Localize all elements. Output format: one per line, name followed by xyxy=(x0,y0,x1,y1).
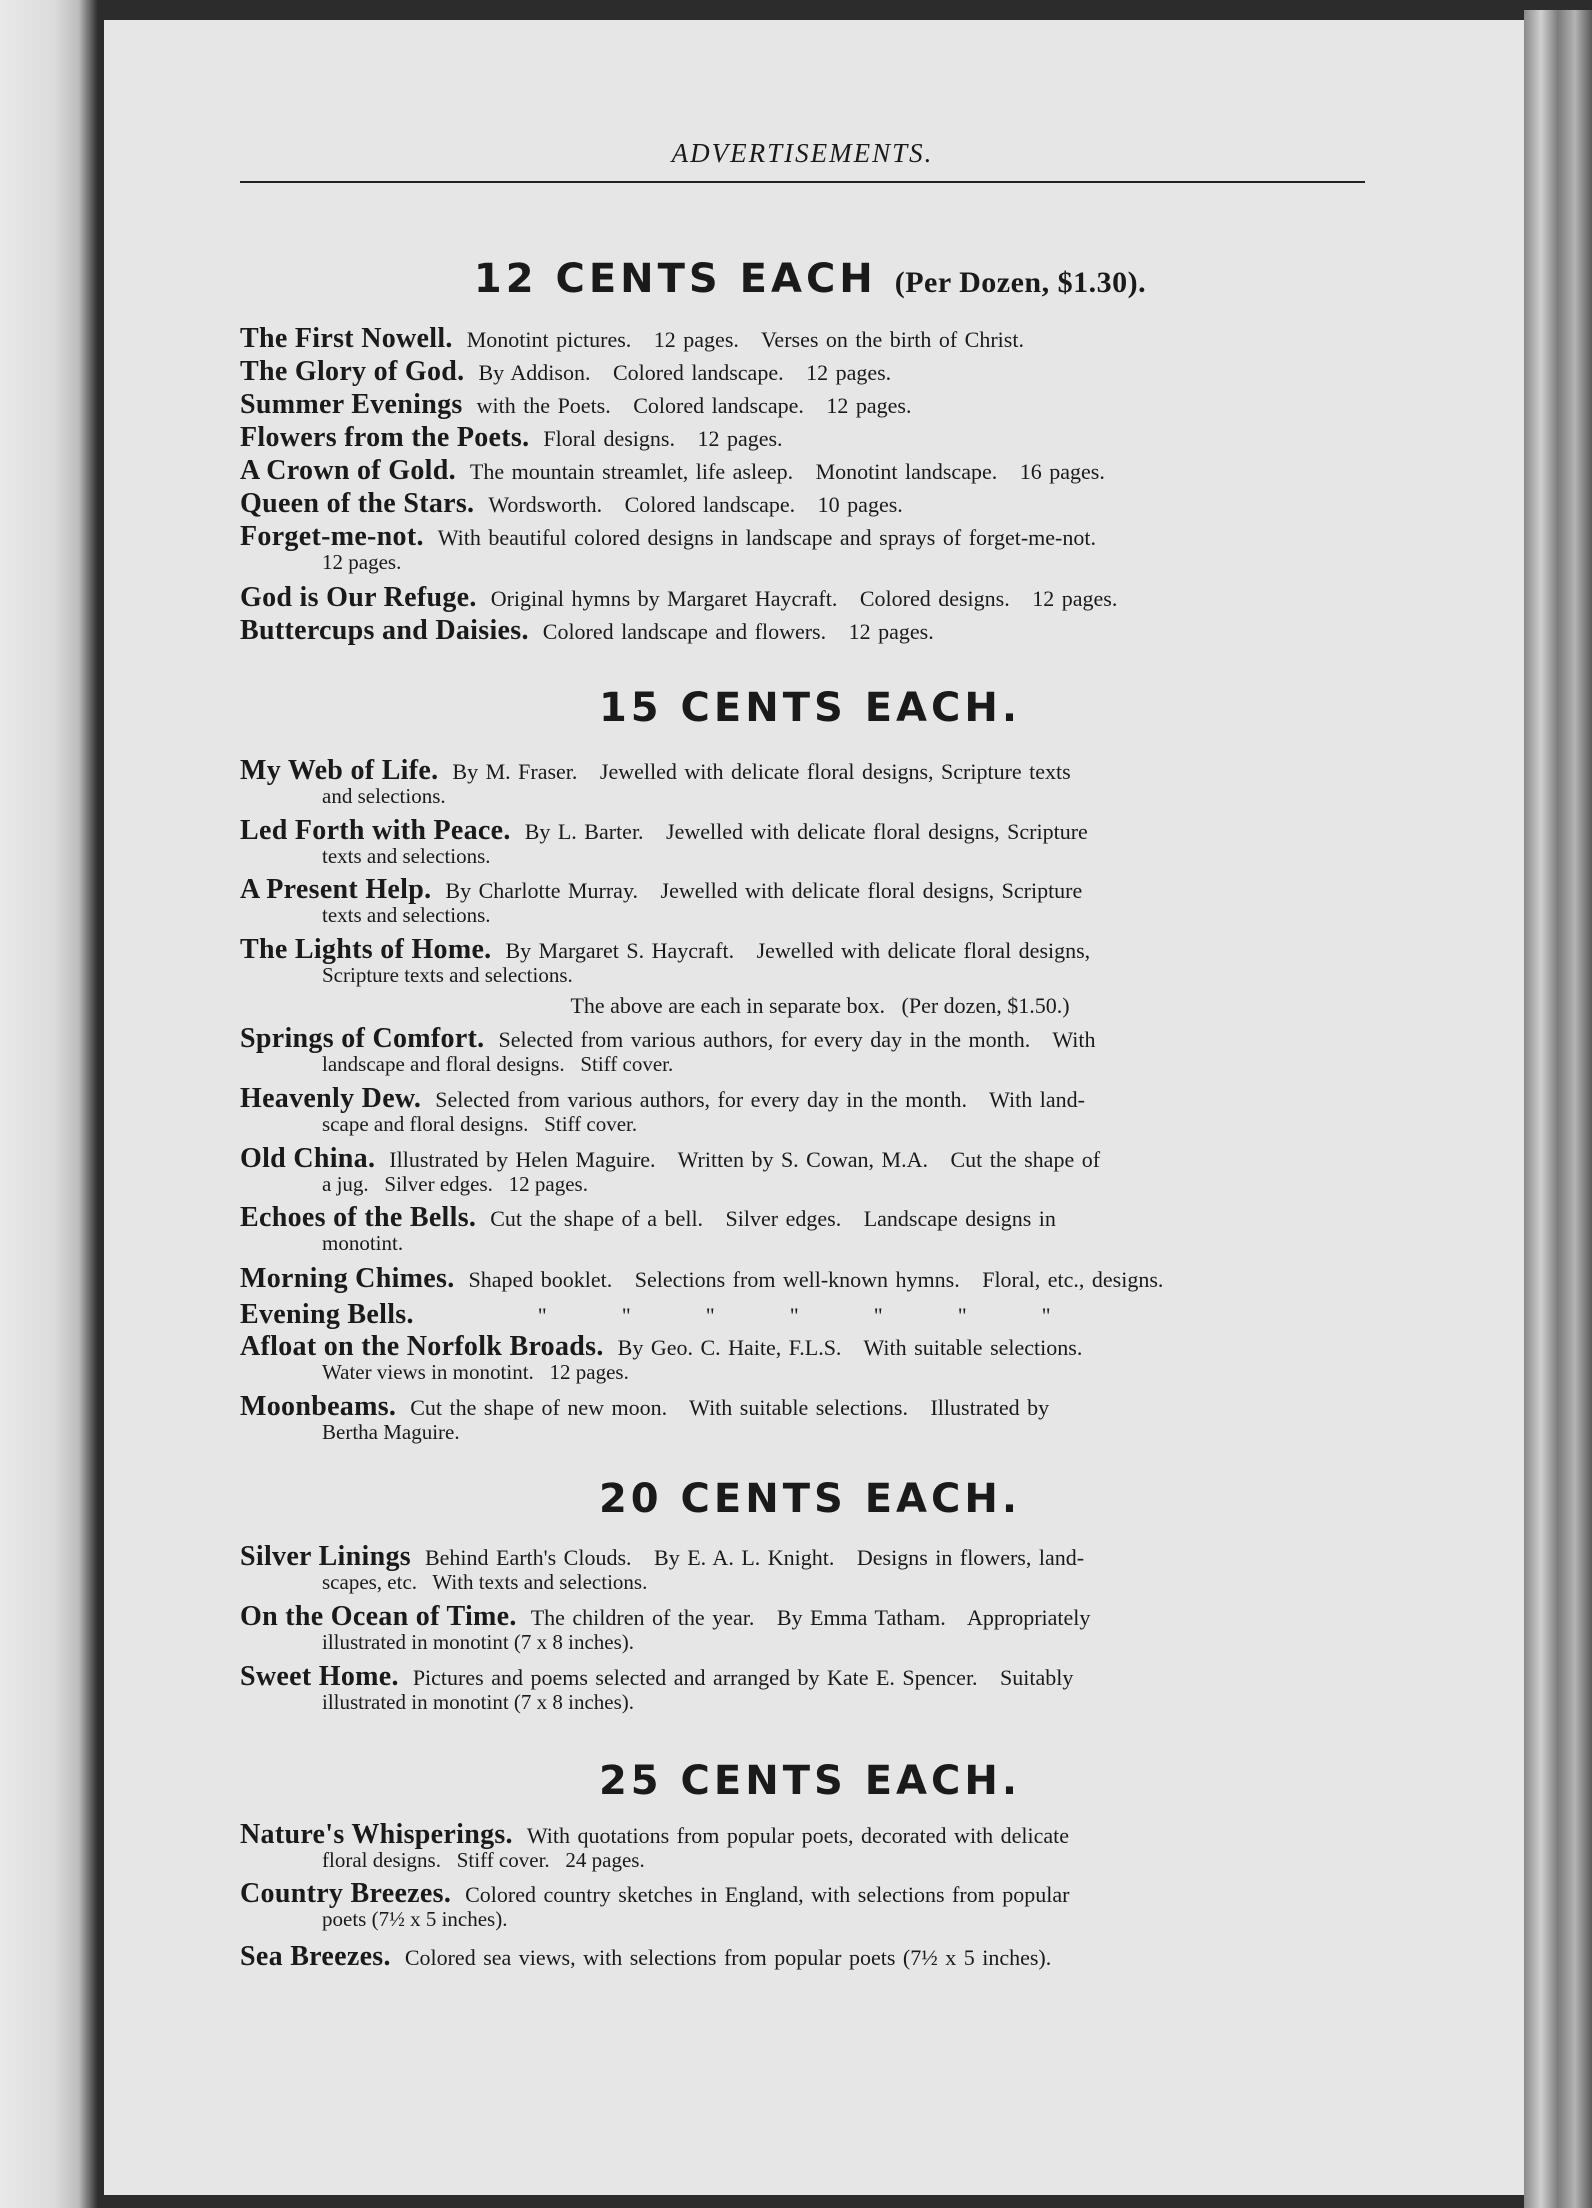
item-continuation: scapes, etc. With texts and selections. xyxy=(322,1570,648,1594)
list-item xyxy=(240,1941,1400,1972)
item-title: On the Ocean of Time. xyxy=(240,1601,517,1632)
item-description: Wordsworth. Colored landscape. 10 pages. xyxy=(488,492,903,517)
item-title: Old China. xyxy=(240,1143,376,1174)
section-title-25-cents xyxy=(230,1758,1390,1804)
item-title: Nature's Whisperings. xyxy=(240,1819,513,1850)
item-description: Original hymns by Margaret Haycraft. Colored designs. 12 pages. xyxy=(490,586,1118,611)
list-item xyxy=(240,488,1400,519)
item-continuation: texts and selections. xyxy=(322,903,491,927)
list-item xyxy=(240,1819,1400,1872)
section-title-15-cents xyxy=(230,685,1390,731)
item-description: The mountain streamlet, life asleep. Monotint landscape. 16 pages. xyxy=(469,459,1105,484)
item-continuation: monotint. xyxy=(322,1231,404,1255)
item-title: Queen of the Stars. xyxy=(240,488,475,519)
item-continuation: Bertha Maguire. xyxy=(322,1420,460,1444)
section-price-note: (Per Dozen, $1.30). xyxy=(894,266,1147,299)
item-title: Forget-me-not. xyxy=(240,521,424,552)
list-item xyxy=(240,582,1400,613)
item-description: Selected from various authors, for every day in the month. With xyxy=(498,1027,1096,1052)
item-description: Selected from various authors, for every day in the month. With land- xyxy=(435,1087,1085,1112)
item-title: Moonbeams. xyxy=(240,1391,397,1422)
item-title: Heavenly Dew. xyxy=(240,1083,422,1114)
item-description: Illustrated by Helen Maguire. Written by S. Cowan, M.A. Cut the shape of xyxy=(389,1147,1101,1172)
item-description: Cut the shape of a bell. Silver edges. Landscape designs in xyxy=(490,1206,1056,1231)
section-title-20-cents xyxy=(230,1476,1390,1522)
item-description: By Addison. Colored landscape. 12 pages. xyxy=(478,360,892,385)
item-continuation: and selections. xyxy=(322,784,446,808)
item-continuation: scape and floral designs. Stiff cover. xyxy=(322,1112,638,1136)
item-title: The First Nowell. xyxy=(240,323,453,354)
item-continuation: landscape and floral designs. Stiff cover. xyxy=(322,1052,674,1076)
item-continuation: floral designs. Stiff cover. 24 pages. xyxy=(322,1848,645,1872)
running-head: ADVERTISEMENTS. xyxy=(671,138,934,168)
list-item xyxy=(240,1023,1400,1076)
list-item xyxy=(240,1202,1400,1255)
item-title: Sweet Home. xyxy=(240,1661,399,1692)
item-continuation: illustrated in monotint (7 x 8 inches). xyxy=(322,1690,635,1714)
item-description: Colored landscape and flowers. 12 pages. xyxy=(542,619,934,644)
item-title: Sea Breezes. xyxy=(240,1941,391,1972)
item-continuation: illustrated in monotint (7 x 8 inches). xyxy=(322,1630,635,1654)
list-item xyxy=(240,1083,1400,1136)
item-description: Shaped booklet. Selections from well-known hymns. Floral, etc., designs. xyxy=(468,1267,1164,1292)
item-title: The Glory of God. xyxy=(240,356,465,387)
item-description: By Margaret S. Haycraft. Jewelled with delicate floral designs, xyxy=(505,938,1091,963)
item-description: By Geo. C. Haite, F.L.S. With suitable selections. xyxy=(617,1335,1083,1360)
item-title: Summer Evenings xyxy=(240,389,463,420)
list-item xyxy=(240,1143,1400,1196)
list-item xyxy=(240,934,1400,987)
item-description: " " " " " " " xyxy=(537,1303,1051,1328)
item-title: Evening Bells. xyxy=(240,1299,414,1330)
section-title-text: 12 CENTS EACH xyxy=(473,256,877,302)
header-rule xyxy=(240,181,1365,183)
item-title: Flowers from the Poets. xyxy=(240,422,530,453)
item-description: Pictures and poems selected and arranged by Kate E. Spencer. Suitably xyxy=(412,1665,1074,1690)
item-title: A Crown of Gold. xyxy=(240,455,456,486)
item-continuation: Scripture texts and selections. xyxy=(322,963,573,987)
list-item xyxy=(240,1878,1400,1931)
item-description: with the Poets. Colored landscape. 12 pages. xyxy=(476,393,912,418)
list-item xyxy=(240,323,1400,354)
item-description: The children of the year. By Emma Tatham. Appropriately xyxy=(530,1605,1091,1630)
item-description: Floral designs. 12 pages. xyxy=(543,426,783,451)
section-title-text: 15 CENTS EACH. xyxy=(598,685,1022,731)
item-title: Echoes of the Bells. xyxy=(240,1202,477,1233)
list-item xyxy=(240,1541,1400,1594)
item-continuation: poets (7½ x 5 inches). xyxy=(322,1907,508,1931)
section-title-text: 25 CENTS EACH. xyxy=(598,1758,1022,1804)
item-description: Behind Earth's Clouds. By E. A. L. Knight. Designs in flowers, land- xyxy=(424,1545,1085,1570)
item-description: With beautiful colored designs in landscape and sprays of forget-me-not. xyxy=(437,525,1096,550)
list-item xyxy=(240,755,1400,808)
list-item xyxy=(240,815,1400,868)
item-continuation: a jug. Silver edges. 12 pages. xyxy=(322,1172,588,1196)
item-description: With quotations from popular poets, decorated with delicate xyxy=(526,1823,1070,1848)
list-item xyxy=(240,1331,1400,1384)
section-title-12-cents xyxy=(230,256,1390,302)
list-item xyxy=(240,1299,1400,1330)
book-page-edges xyxy=(1524,10,1592,2208)
item-title: Led Forth with Peace. xyxy=(240,815,511,846)
list-item xyxy=(240,521,1400,574)
list-item xyxy=(240,455,1400,486)
item-title: Buttercups and Daisies. xyxy=(240,615,529,646)
item-title: Morning Chimes. xyxy=(240,1263,455,1294)
item-title: Springs of Comfort. xyxy=(240,1023,485,1054)
list-item xyxy=(240,1263,1400,1294)
list-item xyxy=(240,422,1400,453)
item-continuation: 12 pages. xyxy=(322,550,402,574)
section-title-text: 20 CENTS EACH. xyxy=(598,1476,1022,1522)
list-item xyxy=(240,1601,1400,1654)
item-continuation: Water views in monotint. 12 pages. xyxy=(322,1360,629,1384)
item-description: By M. Fraser. Jewelled with delicate floral designs, Scripture texts xyxy=(452,759,1071,784)
item-description: Colored sea views, with selections from popular poets (7½ x 5 inches). xyxy=(404,1945,1052,1970)
facing-page-edge xyxy=(0,0,98,2208)
item-title: A Present Help. xyxy=(240,874,432,905)
item-title: Country Breezes. xyxy=(240,1878,452,1909)
item-title: Silver Linings xyxy=(240,1541,411,1572)
item-title: Afloat on the Norfolk Broads. xyxy=(240,1331,604,1362)
item-description: Colored country sketches in England, with selections from popular xyxy=(465,1882,1070,1907)
list-item xyxy=(240,874,1400,927)
item-description: By Charlotte Murray. Jewelled with delicate floral designs, Scripture xyxy=(445,878,1083,903)
item-title: The Lights of Home. xyxy=(240,934,492,965)
list-item xyxy=(240,356,1400,387)
box-note: The above are each in separate box. (Per dozen, $1.50.) xyxy=(570,993,1070,1018)
item-description: By L. Barter. Jewelled with delicate floral designs, Scripture xyxy=(524,819,1088,844)
list-item xyxy=(240,389,1400,420)
item-continuation: texts and selections. xyxy=(322,844,491,868)
item-title: My Web of Life. xyxy=(240,755,439,786)
list-item xyxy=(240,615,1400,646)
item-description: Monotint pictures. 12 pages. Verses on the birth of Christ. xyxy=(466,327,1024,352)
list-item xyxy=(240,1661,1400,1714)
list-item xyxy=(240,1391,1400,1444)
item-description: Cut the shape of new moon. With suitable selections. Illustrated by xyxy=(410,1395,1050,1420)
item-title: God is Our Refuge. xyxy=(240,582,477,613)
